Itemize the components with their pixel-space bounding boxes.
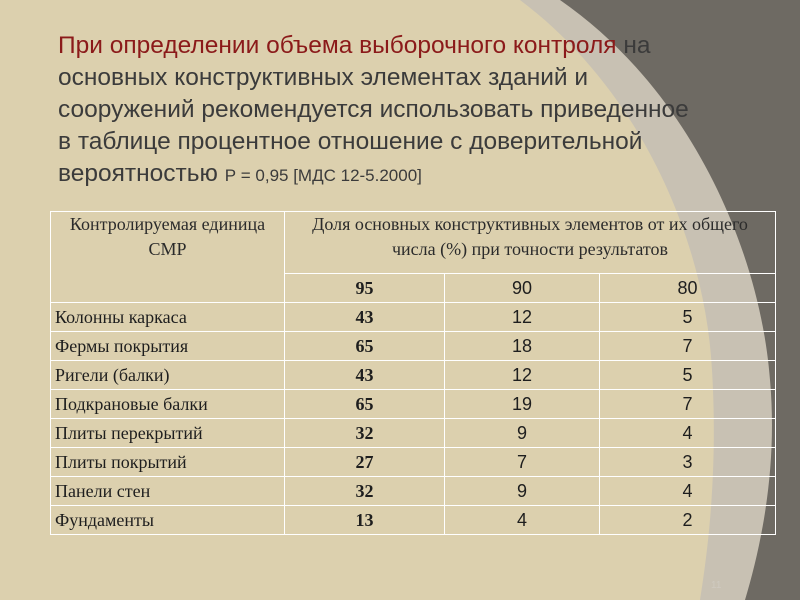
value-cell: 5 (600, 361, 776, 390)
value-cell: 18 (445, 332, 600, 361)
value-cell: 2 (600, 506, 776, 535)
value-cell: 4 (600, 419, 776, 448)
value-cell: 9 (445, 477, 600, 506)
sampling-table (50, 211, 776, 535)
row-name: Подкрановые балки (51, 390, 285, 419)
value-cell: 43 (285, 303, 445, 332)
value-cell: 7 (600, 332, 776, 361)
heading-line3: сооружений рекомендуется использовать приведенное (58, 96, 689, 123)
value-cell: 4 (445, 506, 600, 535)
table-row (51, 448, 776, 477)
value-cell: 7 (445, 448, 600, 477)
table-row (51, 361, 776, 390)
value-cell: 12 (445, 361, 600, 390)
row-name: Колонны каркаса (51, 303, 285, 332)
value-cell: 3 (600, 448, 776, 477)
value-cell: 13 (285, 506, 445, 535)
col-header-share: Доля основных конструктивных элементов от их общего числа (%) при точности результатов (285, 212, 776, 274)
value-cell: 65 (285, 332, 445, 361)
value-cell: 19 (445, 390, 600, 419)
row-name: Плиты перекрытий (51, 419, 285, 448)
heading-formula: Р = 0,95 [МДС 12-5.2000] (224, 166, 422, 185)
level-cell: 90 (445, 274, 600, 303)
row-name: Фундаменты (51, 506, 285, 535)
heading-line4: в таблице процентное отношение с доверительной (58, 128, 643, 155)
level-cell: 95 (285, 274, 445, 303)
heading-line2: основных конструктивных элементах зданий и (58, 64, 589, 91)
level-cell: 80 (600, 274, 776, 303)
table-row (51, 390, 776, 419)
value-cell: 32 (285, 477, 445, 506)
value-cell: 4 (600, 477, 776, 506)
value-cell: 65 (285, 390, 445, 419)
heading-line5: вероятностью (58, 160, 225, 187)
col-header-unit: Контролируемая единица СМР (51, 212, 285, 303)
heading-line1-rest: на (616, 32, 651, 59)
value-cell: 12 (445, 303, 600, 332)
table-row (51, 419, 776, 448)
slide-heading (58, 30, 758, 192)
row-name: Панели стен (51, 477, 285, 506)
value-cell: 32 (285, 419, 445, 448)
row-name: Ригели (балки) (51, 361, 285, 390)
heading-accent: При определении объема выборочного контроля (58, 32, 617, 59)
row-name: Плиты покрытий (51, 448, 285, 477)
table-row (51, 506, 776, 535)
value-cell: 27 (285, 448, 445, 477)
value-cell: 9 (445, 419, 600, 448)
page-number: 11 (711, 580, 722, 591)
table-row (51, 332, 776, 361)
row-name: Фермы покрытия (51, 332, 285, 361)
value-cell: 7 (600, 390, 776, 419)
table-row (51, 477, 776, 506)
value-cell: 5 (600, 303, 776, 332)
table-header-row (51, 212, 776, 274)
value-cell: 43 (285, 361, 445, 390)
table-row (51, 303, 776, 332)
